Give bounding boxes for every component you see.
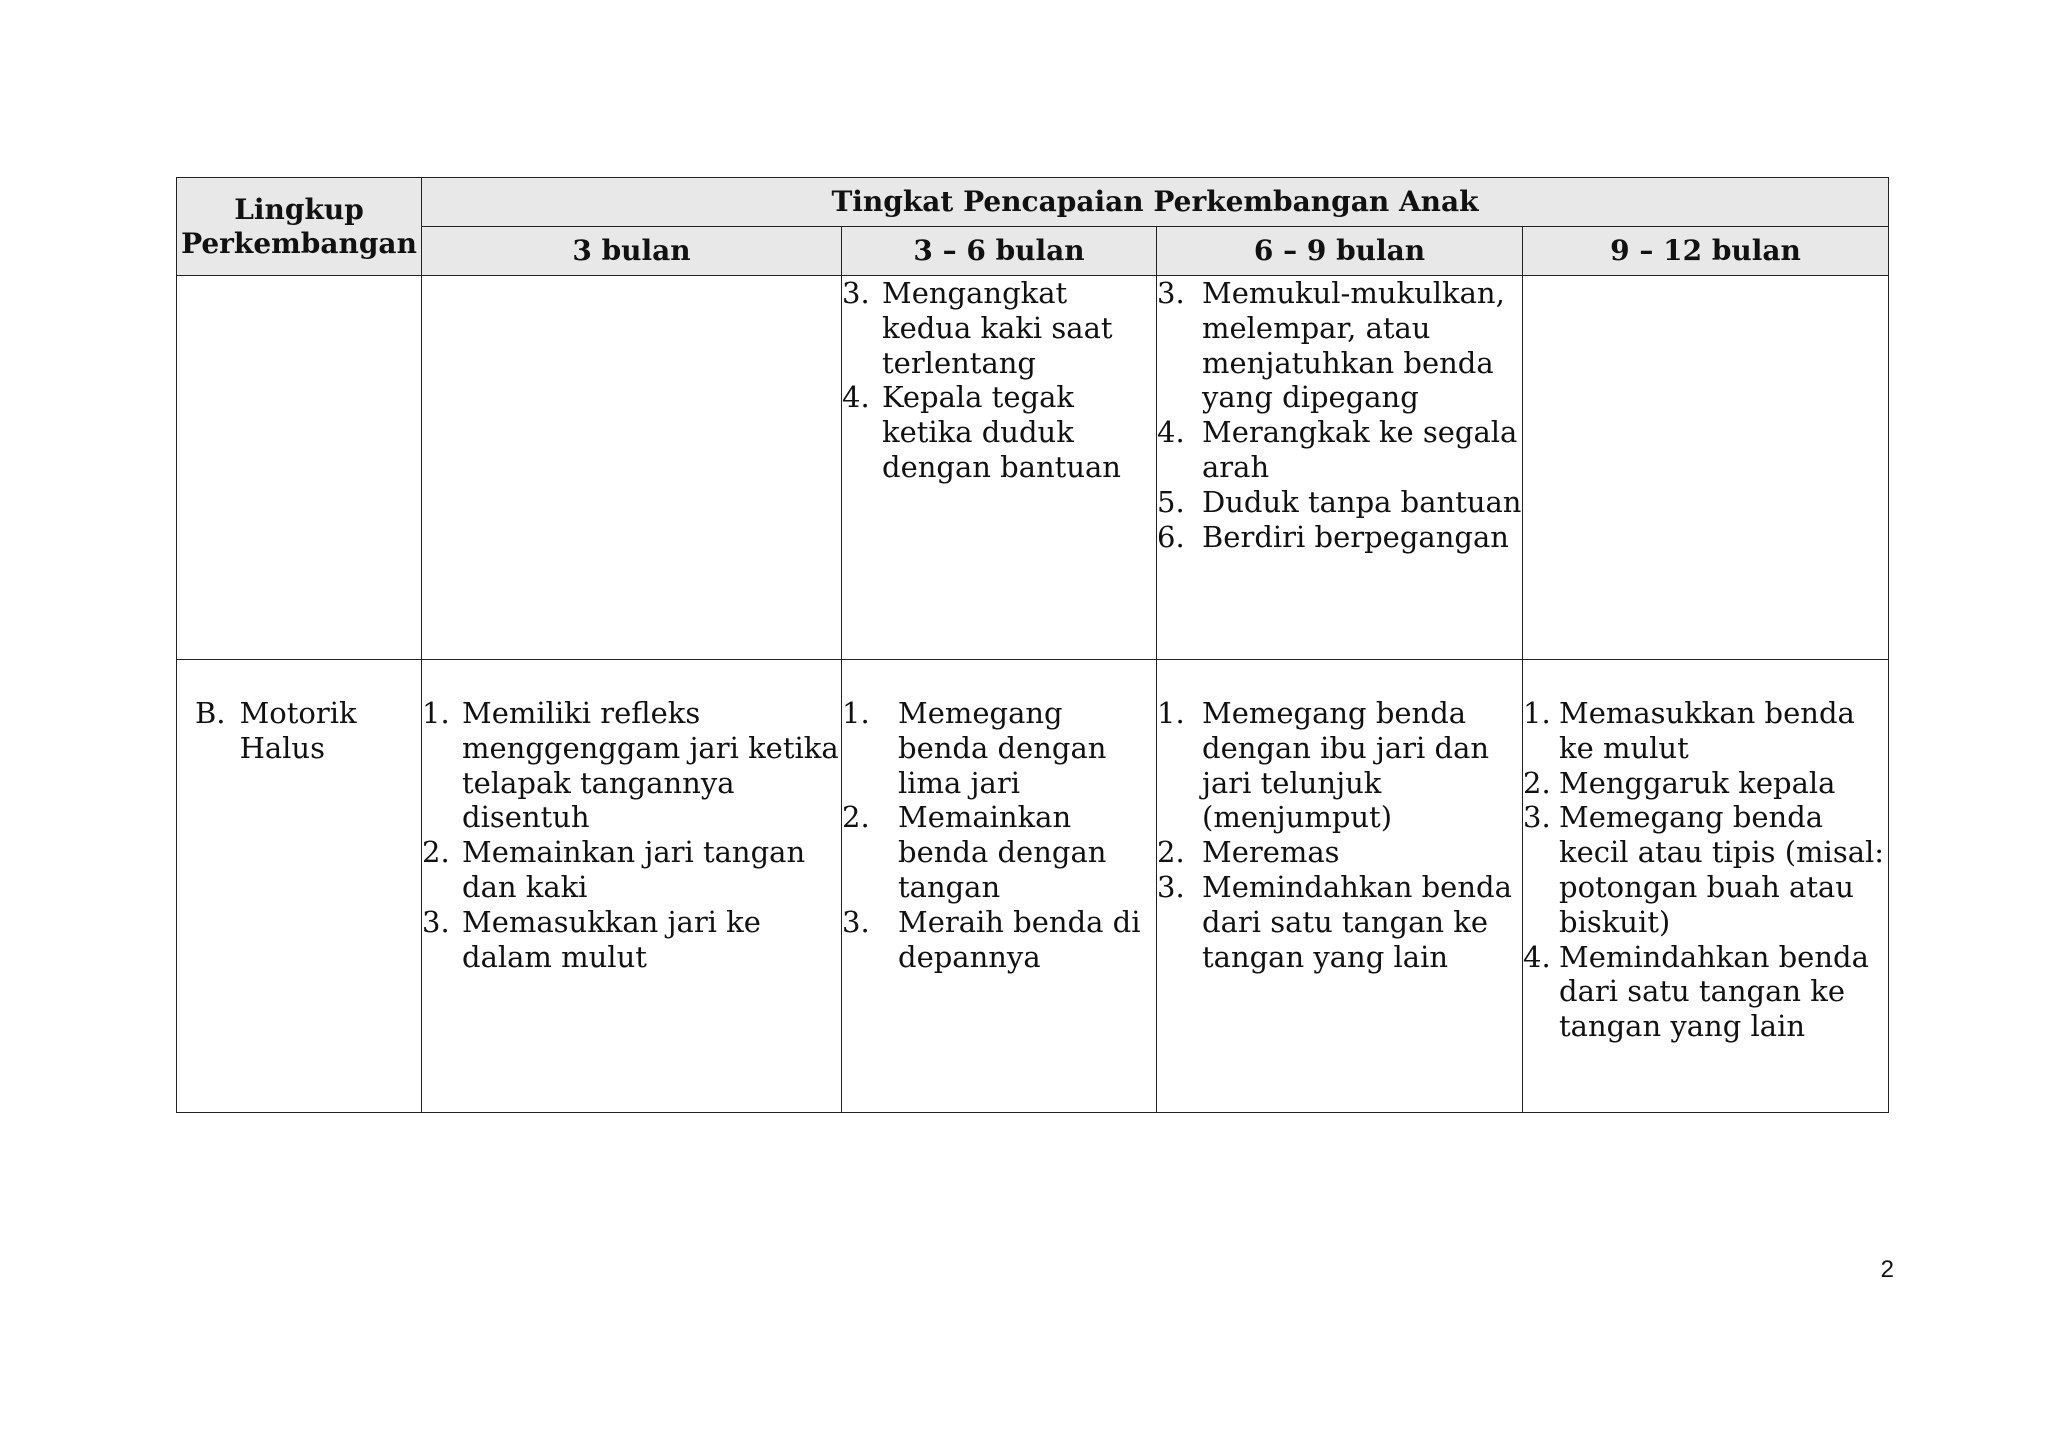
list-item xyxy=(1157,276,1522,415)
list-item xyxy=(842,905,1156,975)
item-text: Kepala tegak ketika duduk dengan bantuan xyxy=(882,380,1121,484)
item-text: Meremas xyxy=(1202,835,1340,870)
item-number: 4. xyxy=(1523,939,1551,974)
item-number: 1. xyxy=(1157,696,1185,730)
header-age-3-6: 3 – 6 bulan xyxy=(842,227,1157,276)
cell-scope-continued xyxy=(177,276,422,660)
cell-age-9-12 xyxy=(1523,276,1889,660)
item-number: 3. xyxy=(842,904,870,939)
item-number: 3. xyxy=(1157,276,1185,310)
item-number: 2. xyxy=(1157,835,1185,870)
item-text: Memasukkan benda ke mulut xyxy=(1559,696,1855,765)
list-item xyxy=(422,905,841,975)
list-item xyxy=(842,276,1156,380)
scope-letter: B. xyxy=(195,696,226,730)
table-row xyxy=(177,276,1889,660)
list-item xyxy=(842,380,1156,484)
item-number: 2. xyxy=(422,835,450,870)
list-item xyxy=(1523,766,1888,801)
cell-age-6-9 xyxy=(1157,276,1523,660)
list-item xyxy=(1157,696,1522,835)
item-text: Memukul-mukulkan, melempar, atau menjatuhkan benda yang dipegang xyxy=(1202,276,1505,415)
item-text: Memegang benda dengan lima jari xyxy=(898,696,1107,800)
list-item xyxy=(1157,415,1522,485)
item-text: Memiliki refleks menggenggam jari ketika telapak tangannya disentuh xyxy=(462,696,839,835)
header-age-9-12: 9 – 12 bulan xyxy=(1523,227,1889,276)
item-text: Berdiri berpegangan xyxy=(1202,519,1509,554)
cell-age-3-6 xyxy=(842,276,1157,660)
item-number: 1. xyxy=(422,696,450,730)
item-text: Memainkan jari tangan dan kaki xyxy=(462,835,806,904)
item-text: Meraih benda di depannya xyxy=(898,904,1141,974)
item-number: 6. xyxy=(1157,519,1185,554)
list-item xyxy=(1523,696,1888,766)
list-item xyxy=(1523,800,1888,939)
header-level: Tingkat Pencapaian Perkembangan Anak xyxy=(422,178,1889,227)
cell-scope xyxy=(177,660,422,1113)
item-text: Menggaruk kepala xyxy=(1559,765,1836,800)
list-item xyxy=(422,835,841,905)
item-number: 5. xyxy=(1157,484,1185,519)
item-number: 4. xyxy=(842,380,870,415)
item-text: Memasukkan jari ke dalam mulut xyxy=(462,904,761,974)
item-number: 3. xyxy=(1157,869,1185,904)
cell-age-3-6 xyxy=(842,660,1157,1113)
item-text: Memegang benda dengan ibu jari dan jari telunjuk (menjumput) xyxy=(1202,696,1490,835)
header-age-3: 3 bulan xyxy=(422,227,842,276)
item-number: 3. xyxy=(842,276,870,310)
page-number: 2 xyxy=(1880,1256,1894,1283)
cell-age-9-12 xyxy=(1523,660,1889,1113)
item-number: 3. xyxy=(1523,800,1551,835)
item-text: Memindahkan benda dari satu tangan ke tangan yang lain xyxy=(1202,869,1512,974)
item-number: 2. xyxy=(1523,765,1551,800)
list-item xyxy=(1523,940,1888,1044)
cell-age-6-9 xyxy=(1157,660,1523,1113)
item-number: 3. xyxy=(422,904,450,939)
item-text: Merangkak ke segala arah xyxy=(1202,415,1518,484)
item-number: 4. xyxy=(1157,415,1185,450)
list-item xyxy=(1157,870,1522,974)
table-row xyxy=(177,660,1889,1113)
item-text: Memegang benda kecil atau tipis (misal: potongan buah atau biskuit) xyxy=(1559,800,1885,939)
scope-text: Motorik Halus xyxy=(239,696,357,765)
cell-age-3 xyxy=(422,276,842,660)
list-item xyxy=(1157,835,1522,870)
development-table xyxy=(176,177,1889,1113)
header-age-6-9: 6 – 9 bulan xyxy=(1157,227,1523,276)
item-text: Memindahkan benda dari satu tangan ke tangan yang lain xyxy=(1559,939,1869,1044)
list-item xyxy=(842,696,1156,800)
item-number: 2. xyxy=(842,800,870,835)
list-item xyxy=(422,696,841,835)
item-number: 1. xyxy=(842,696,870,730)
item-text: Duduk tanpa bantuan xyxy=(1202,484,1522,519)
item-number: 1. xyxy=(1523,696,1551,730)
list-item xyxy=(1157,485,1522,520)
cell-age-3 xyxy=(422,660,842,1113)
item-text: Mengangkat kedua kaki saat terlentang xyxy=(882,276,1113,380)
header-scope: Lingkup Perkembangan xyxy=(177,178,422,276)
item-text: Memainkan benda dengan tangan xyxy=(898,800,1107,904)
list-item xyxy=(1157,520,1522,555)
list-item xyxy=(842,800,1156,904)
